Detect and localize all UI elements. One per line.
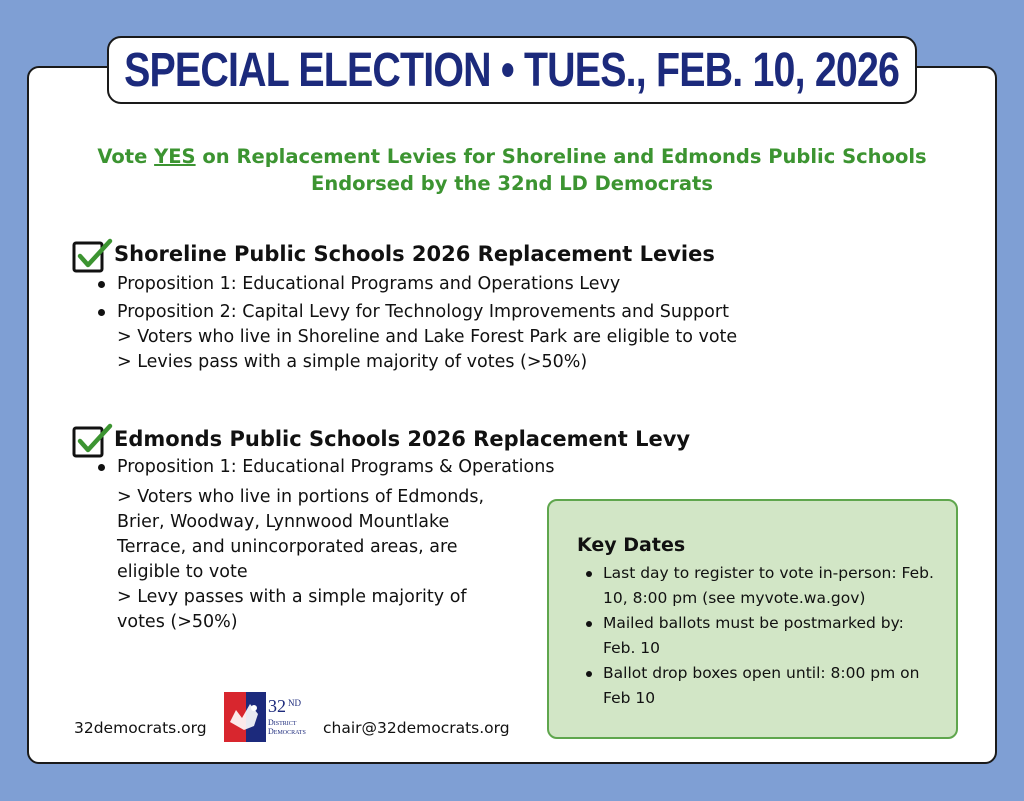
logo-suffix: ND	[288, 698, 301, 708]
note-line: eligible to vote	[117, 562, 248, 582]
email-link[interactable]: chair@32democrats.org	[323, 719, 510, 737]
checkbox-checked-icon	[72, 238, 106, 270]
subtitle-line-1	[40, 145, 984, 168]
banner-title: SPECIAL ELECTION • TUES., FEB. 10, 2026	[124, 43, 900, 97]
32nd-district-democrats-logo	[224, 692, 316, 742]
edmonds-heading	[72, 423, 690, 455]
note-line: votes (>50%)	[117, 612, 238, 632]
shoreline-notes	[117, 325, 737, 375]
logo-line-2: Democrats	[268, 727, 306, 736]
list-item: Proposition 2: Capital Levy for Technology Improvements and Support	[95, 298, 729, 326]
checkbox-checked-icon	[72, 423, 106, 455]
key-dates-list	[581, 561, 941, 711]
note-line: > Voters who live in Shoreline and Lake Forest Park are eligible to vote	[117, 327, 738, 347]
subtitle-suffix: on Replacement Levies for Shoreline and Edmonds Public Schools	[195, 145, 927, 168]
website-link[interactable]: 32democrats.org	[74, 719, 207, 737]
key-dates-box	[547, 499, 958, 739]
shoreline-heading	[72, 238, 715, 270]
edmonds-notes	[117, 485, 537, 635]
list-item: Proposition 1: Educational Programs & Operations	[95, 453, 554, 481]
election-banner	[107, 36, 917, 104]
list-item: Ballot drop boxes open until: 8:00 pm on Feb 10	[581, 661, 941, 711]
yes-emphasis: YES	[154, 145, 196, 168]
subtitle-line-2: Endorsed by the 32nd LD Democrats	[311, 172, 713, 195]
shoreline-propositions	[95, 270, 729, 326]
edmonds-propositions	[95, 453, 554, 481]
list-item: Last day to register to vote in-person: Feb. 10, 8:00 pm (see myvote.wa.gov)	[581, 561, 941, 611]
note-line: > Levies pass with a simple majority of votes (>50%)	[117, 352, 588, 372]
subtitle-prefix: Vote	[97, 145, 155, 168]
note-line: Terrace, and unincorporated areas, are	[117, 537, 458, 557]
note-line: > Levy passes with a simple majority of	[117, 587, 467, 607]
key-dates-title: Key Dates	[577, 534, 686, 556]
logo-line-1: District	[268, 718, 297, 727]
shoreline-title: Shoreline Public Schools 2026 Replacement Levies	[114, 242, 715, 266]
logo-number: 32	[268, 696, 286, 716]
edmonds-title: Edmonds Public Schools 2026 Replacement Levy	[114, 427, 691, 451]
note-line: Brier, Woodway, Lynnwood Mountlake	[117, 512, 450, 532]
note-line: > Voters who live in portions of Edmonds,	[117, 487, 485, 507]
list-item: Mailed ballots must be postmarked by: Feb. 10	[581, 611, 941, 661]
list-item: Proposition 1: Educational Programs and Operations Levy	[95, 270, 729, 298]
